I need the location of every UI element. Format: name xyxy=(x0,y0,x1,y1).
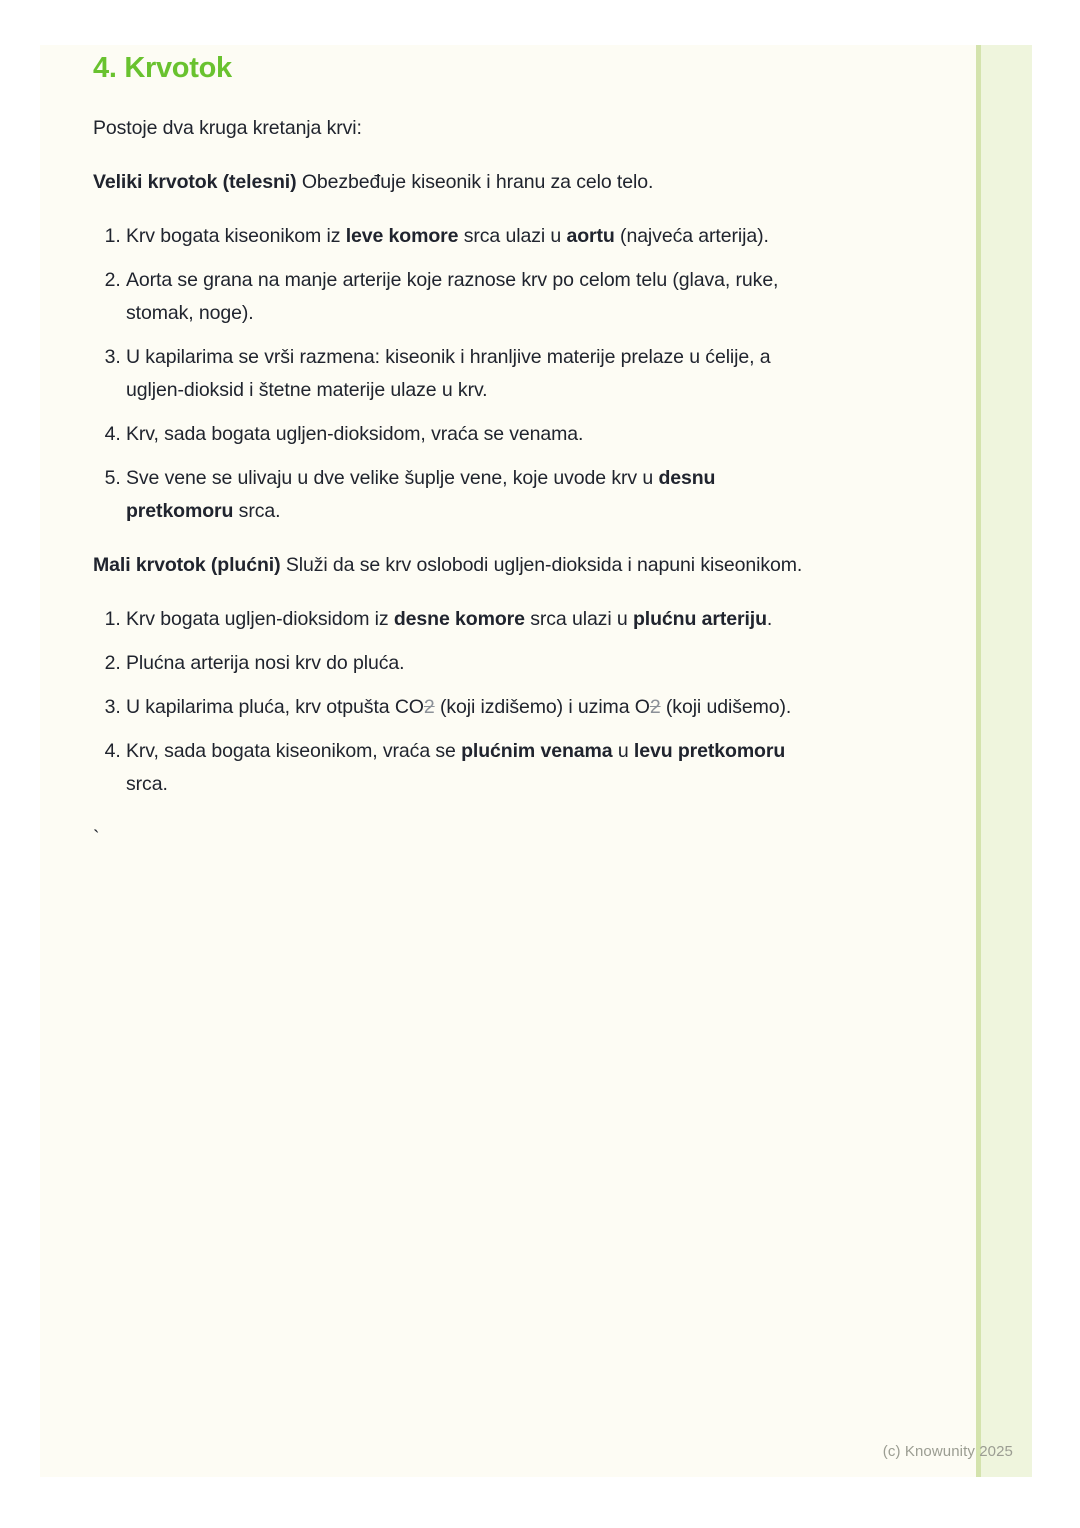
text-segment: (koji izdišemo) i uzima O xyxy=(434,696,650,718)
strike-segment: 2 xyxy=(423,696,435,718)
section-heading: 4. Krvotok xyxy=(93,52,232,84)
text-segment: (najveća arterija). xyxy=(614,225,769,247)
paragraph xyxy=(93,166,828,199)
paragraph xyxy=(93,549,828,582)
strike-segment: 2 xyxy=(649,696,661,718)
text-segment: srca. xyxy=(233,500,281,522)
text-segment: Krv, sada bogata kiseonikom, vraća se xyxy=(126,740,462,762)
list-item xyxy=(126,462,828,528)
text-segment: ` xyxy=(93,827,100,849)
list-item xyxy=(126,603,828,636)
list-item xyxy=(126,735,828,801)
list-item xyxy=(126,341,828,407)
ordered-list xyxy=(93,603,828,801)
bold-segment: Veliki krvotok (telesni) xyxy=(93,171,297,193)
document-page xyxy=(40,45,1032,1477)
text-segment: Plućna arterija nosi krv do pluća. xyxy=(126,652,405,674)
bold-segment: leve komore xyxy=(345,225,459,247)
text-segment: srca. xyxy=(126,773,168,795)
text-segment: srca ulazi u xyxy=(458,225,567,247)
text-segment: Krv bogata kiseonikom iz xyxy=(126,225,346,247)
text-segment: U kapilarima pluća, krv otpušta CO xyxy=(126,696,424,718)
side-accent-panel xyxy=(976,45,1032,1477)
list-item xyxy=(126,418,828,451)
text-segment: Krv, sada bogata ugljen-dioksidom, vraća se venama. xyxy=(126,423,584,445)
text-segment: . xyxy=(766,608,773,630)
list-item xyxy=(126,220,828,253)
list-item xyxy=(126,691,828,724)
bold-segment: aortu xyxy=(566,225,615,247)
text-segment: u xyxy=(612,740,634,762)
text-segment: Aorta se grana na manje arterije koje raznose krv po celom telu (glava, ruke, stomak, noge). xyxy=(126,269,779,324)
bold-segment: plućnu arteriju xyxy=(632,608,767,630)
text-segment: Obezbeđuje kiseonik i hranu za celo telo. xyxy=(296,171,654,193)
bold-segment: levu pretkomoru xyxy=(633,740,786,762)
list-item xyxy=(126,647,828,680)
document-blocks xyxy=(93,166,881,855)
bold-segment: Mali krvotok (plućni) xyxy=(93,554,281,576)
text-segment: Služi da se krv oslobodi ugljen-dioksida i napuni kiseonikom. xyxy=(280,554,803,576)
paragraph xyxy=(93,822,828,855)
bold-segment: desnu pretkomoru xyxy=(126,467,716,522)
text-segment: Sve vene se ulivaju u dve velike šuplje vene, koje uvode krv u xyxy=(126,467,659,489)
text-segment: srca ulazi u xyxy=(524,608,633,630)
text-segment: U kapilarima se vrši razmena: kiseonik i hranljive materije prelaze u ćelije, a ugljen-dioksid i štetne materije ulaze u krv. xyxy=(126,346,771,401)
ordered-list xyxy=(93,220,828,528)
text-segment: Krv bogata ugljen-dioksidom iz xyxy=(126,608,394,630)
text-segment: (koji udišemo). xyxy=(660,696,792,718)
document-content xyxy=(40,45,881,855)
intro-paragraph: Postoje dva kruga kretanja krvi: xyxy=(93,117,362,139)
copyright-footer: (c) Knowunity 2025 xyxy=(882,1443,1013,1460)
bold-segment: desne komore xyxy=(393,608,525,630)
bold-segment: plućnim venama xyxy=(461,740,613,762)
list-item xyxy=(126,264,828,330)
